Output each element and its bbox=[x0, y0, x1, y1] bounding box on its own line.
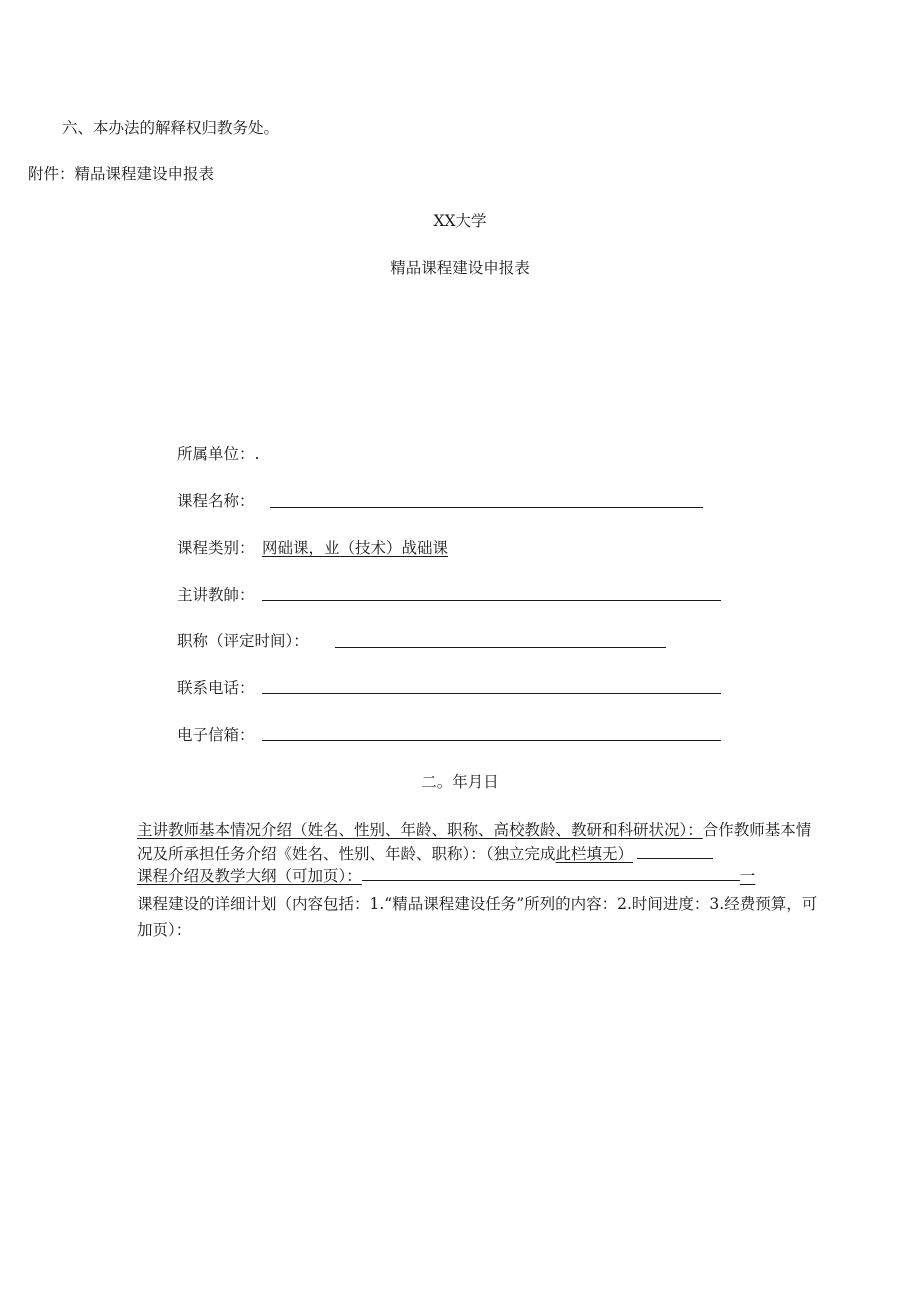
co-teacher-heading-cont: 况及所承担任务介绍《姓名、性别、年龄、职称）：（独立完成 bbox=[137, 845, 556, 863]
email-label: 电子信箱： bbox=[177, 726, 255, 744]
section-plan bbox=[137, 891, 897, 917]
co-teacher-note: 此栏填无） bbox=[555, 845, 634, 863]
course-type-value: 网础课，业（技术）战础课 bbox=[262, 539, 449, 557]
section-teacher-intro bbox=[137, 817, 897, 843]
co-teacher-fill[interactable] bbox=[637, 844, 713, 859]
section-co-teacher bbox=[137, 843, 897, 865]
course-name-label: 课程名称： bbox=[177, 492, 255, 510]
plan-heading-cont: 加页）： bbox=[137, 921, 192, 939]
co-teacher-heading-start: 合作教师基本情 bbox=[702, 821, 812, 839]
teacher-intro-heading: 主讲教师基本情况介绍（姓名、性别、年龄、职称、高校教龄、教研和科研状况）： bbox=[137, 821, 703, 839]
course-intro-fill[interactable] bbox=[362, 866, 740, 881]
section-course-intro bbox=[137, 865, 897, 887]
sections-block bbox=[137, 817, 897, 943]
teacher-field[interactable] bbox=[262, 600, 721, 601]
unit-label: 所属单位：. bbox=[177, 445, 260, 463]
course-name-field[interactable] bbox=[270, 507, 703, 508]
clause-six: 六、本办法的解释权归教务处。 bbox=[62, 119, 280, 137]
teacher-label: 主讲教帥： bbox=[177, 586, 255, 604]
email-field[interactable] bbox=[262, 740, 721, 741]
course-type-label: 课程类别： bbox=[177, 539, 255, 557]
form-title: 精品课程建设申报表 bbox=[390, 259, 530, 277]
course-intro-heading: 课程介绍及教学大纲（可加页）： bbox=[137, 867, 362, 885]
phone-label: 联系电话： bbox=[177, 679, 255, 697]
appendix-label: 附件：精品课程建设申报表 bbox=[28, 165, 215, 183]
university-name: XX大学 bbox=[433, 212, 487, 230]
title-field[interactable] bbox=[335, 647, 666, 648]
title-label: 职称（评定时间）： bbox=[177, 632, 309, 650]
phone-field[interactable] bbox=[262, 693, 721, 694]
course-intro-tail: 一 bbox=[739, 867, 756, 885]
date-line: 二。年月日 bbox=[421, 773, 499, 791]
section-plan-cont bbox=[137, 917, 897, 943]
plan-heading: 课程建设的详细计划（内容包括：1.“精品课程建设任务”所列的内容：2.时间进度：3.经费预算，可 bbox=[137, 895, 818, 913]
